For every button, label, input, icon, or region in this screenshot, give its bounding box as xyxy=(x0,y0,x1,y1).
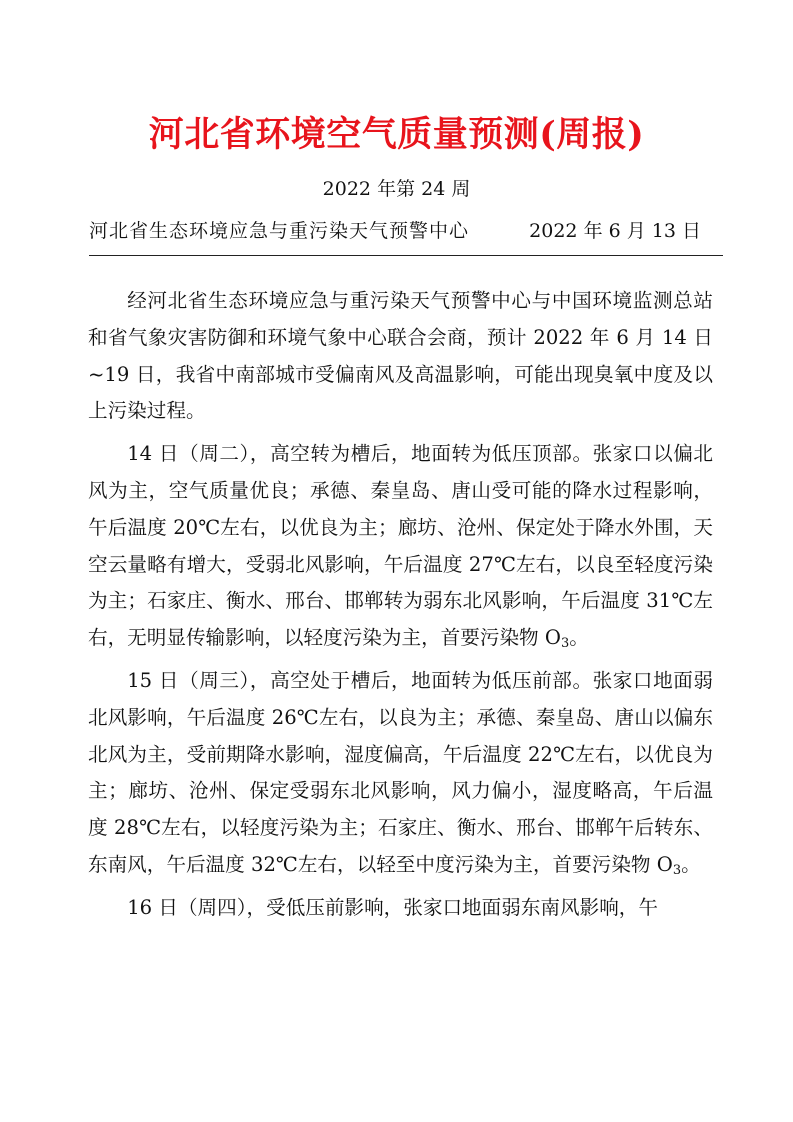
paragraph-text: 15 日（周三），高空处于槽后，地面转为低压前部。张家口地面弱北风影响，午后温度 26℃左右，以良为主；承德、秦皇岛、唐山以偏东北风为主，受前期降水影响，湿度偏高，午后温度 22℃左右，以优良为主；廊坊、沧州、保定受弱东北风影响，风力偏小，湿度略高，午后温度 28℃左右，以轻度污染为主；石家庄、衡水、邢台、邯郸午后转东、东南风，午后温度 32℃左右，以轻至中度污染为主，首要污染物 O xyxy=(88,668,713,876)
issuer-row xyxy=(89,216,709,246)
paragraph-text: 经河北省生态环境应急与重污染天气预警中心与中国环境监测总站和省气象灾害防御和环境气象中心联合会商，预计 2022 年 6 月 14 日~19 日，我省中南部城市受偏南风及高温影响，可能出现臭氧中度及以上污染过程。 xyxy=(88,289,713,423)
subscript: 3 xyxy=(672,862,682,878)
issuer-name: 河北省生态环境应急与重污染天气预警中心 xyxy=(89,220,470,242)
issue-date: 2022 年 6 月 13 日 xyxy=(529,220,701,242)
paragraph-tail: 。 xyxy=(569,626,589,650)
issue-number: 2022 年第 24 周 xyxy=(322,178,471,200)
paragraph-tail: 。 xyxy=(681,852,701,876)
paragraph-text: 16 日（周四），受低压前影响，张家口地面弱东南风影响，午 xyxy=(127,895,658,919)
paragraph-overview xyxy=(88,283,713,430)
document-title: 河北省环境空气质量预测(周报) xyxy=(148,114,645,155)
header-divider xyxy=(89,255,723,256)
paragraph-day-14 xyxy=(88,436,713,657)
subscript: 3 xyxy=(560,636,570,652)
paragraph-day-16 xyxy=(88,890,713,927)
paragraph-text: 14 日（周二），高空转为槽后，地面转为低压顶部。张家口以偏北风为主，空气质量优良；承德、秦皇岛、唐山受可能的降水过程影响，午后温度 20℃左右，以优良为主；廊坊、沧州、保定处于降水外围，天空云量略有增大，受弱北风影响，午后温度 27℃左右，以良至轻度污染为主；石家庄、衡水、邢台、邯郸转为弱东北风影响，午后温度 31℃左右，无明显传输影响，以轻度污染为主，首要污染物 O xyxy=(88,442,713,650)
document-body xyxy=(88,283,713,927)
paragraph-day-15 xyxy=(88,663,713,884)
